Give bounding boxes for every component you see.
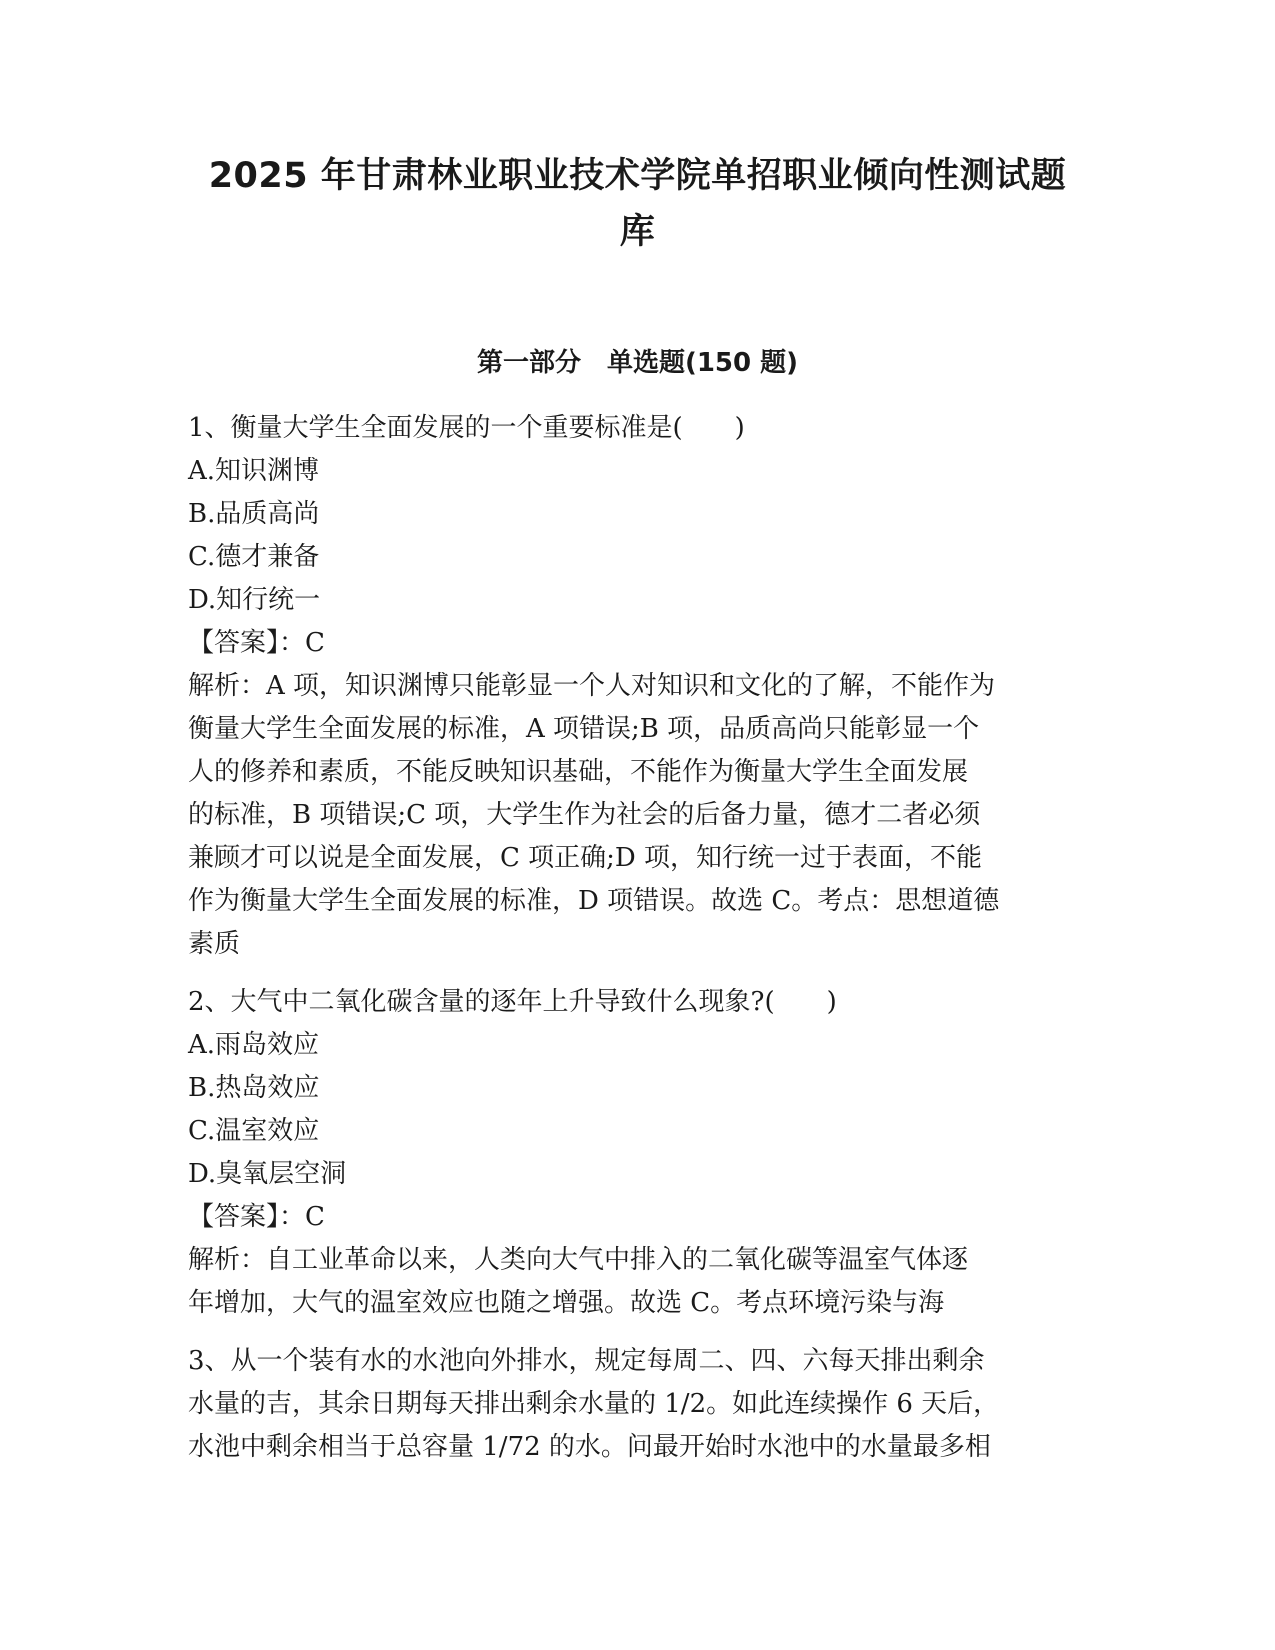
option-d: D.知行统一 [188, 585, 321, 615]
document-title-line-2: 库 [619, 212, 656, 252]
question-2 [188, 981, 1088, 1325]
section-heading: 第一部分 单选题(150 题) [476, 348, 799, 378]
analysis-line: 兼顾才可以说是全面发展，C 项正确;D 项，知行统一过于表面，不能 [188, 843, 983, 873]
analysis-line: 的标准，B 项错误;C 项，大学生作为社会的后备力量，德才二者必须 [188, 800, 981, 830]
question-stem: 2、大气中二氧化碳含量的逐年上升导致什么现象?( ) [188, 987, 837, 1017]
document-title [190, 148, 1085, 260]
question-3 [188, 1340, 1088, 1469]
option-a: A.知识渊博 [188, 456, 320, 486]
question-stem-line: 3、从一个装有水的水池向外排水，规定每周二、四、六每天排出剩余 [188, 1346, 985, 1376]
document-title-line-1: 2025 年甘肃林业职业技术学院单招职业倾向性测试题 [208, 156, 1067, 196]
analysis-line: 解析：A 项，知识渊博只能彰显一个人对知识和文化的了解，不能作为 [188, 671, 996, 701]
analysis-line: 作为衡量大学生全面发展的标准，D 项错误。故选 C。考点：思想道德 [188, 886, 1000, 916]
option-a: A.雨岛效应 [188, 1030, 320, 1060]
question-list [188, 407, 1088, 1484]
analysis-line: 年增加，大气的温室效应也随之增强。故选 C。考点环境污染与海 [188, 1288, 945, 1318]
option-b: B.品质高尚 [188, 499, 320, 529]
option-d: D.臭氧层空洞 [188, 1159, 347, 1189]
analysis-line: 衡量大学生全面发展的标准，A 项错误;B 项，品质高尚只能彰显一个 [188, 714, 980, 744]
option-b: B.热岛效应 [188, 1073, 320, 1103]
answer-label: 【答案】：C [188, 628, 325, 658]
question-stem-line: 水量的吉，其余日期每天排出剩余水量的 1/2。如此连续操作 6 天后， [188, 1389, 1000, 1419]
analysis-line: 人的修养和素质，不能反映知识基础，不能作为衡量大学生全面发展 [188, 757, 969, 787]
analysis-line: 素质 [188, 929, 241, 959]
analysis-text [188, 1239, 1088, 1325]
option-c: C.温室效应 [188, 1116, 320, 1146]
analysis-line: 解析：自工业革命以来，人类向大气中排入的二氧化碳等温室气体逐 [188, 1245, 969, 1275]
question-stem: 1、衡量大学生全面发展的一个重要标准是( ) [188, 413, 745, 443]
question-stem-line: 水池中剩余相当于总容量 1/72 的水。问最开始时水池中的水量最多相 [188, 1432, 991, 1462]
answer-label: 【答案】：C [188, 1202, 325, 1232]
analysis-text [188, 665, 1088, 966]
option-c: C.德才兼备 [188, 542, 320, 572]
question-1 [188, 407, 1088, 966]
